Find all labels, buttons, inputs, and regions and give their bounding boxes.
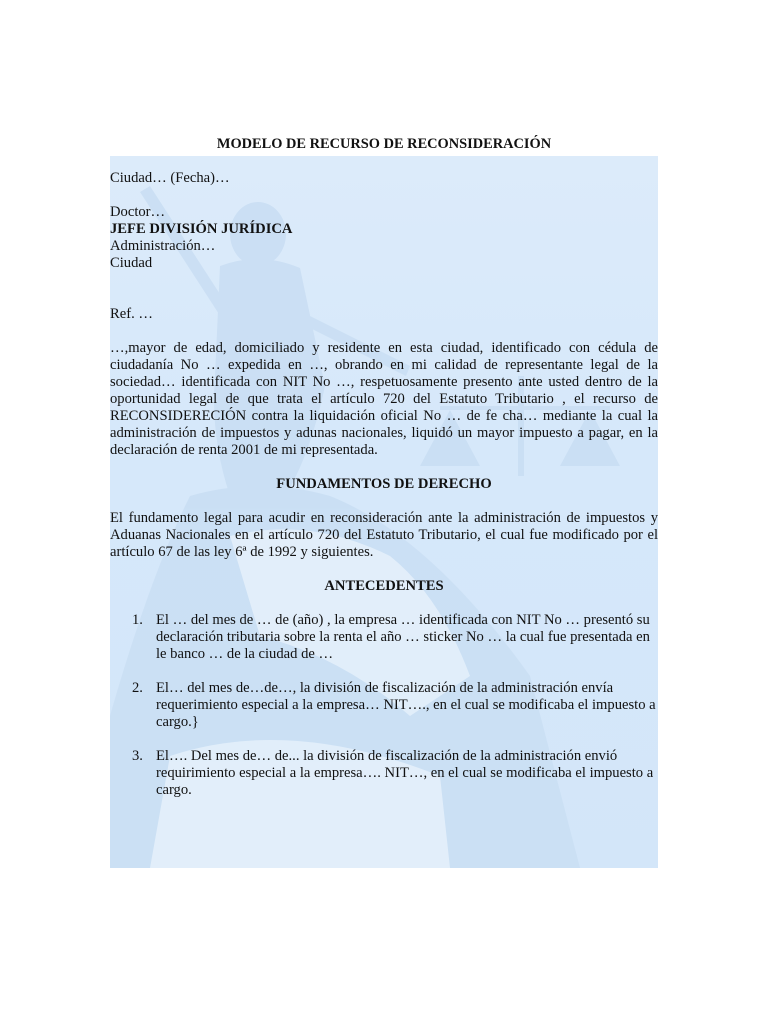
fundamentos-heading: FUNDAMENTOS DE DERECHO (276, 476, 492, 492)
list-item (110, 612, 658, 663)
list-item-text: El … del mes de … de (año) , la empresa … identificada con NIT No … presentó su declaración tributaria sobre la renta el año … sticker No … la cual fue presentada en le banco … de la ciudad de … (156, 612, 650, 662)
recipient-city: Ciudad (110, 255, 153, 271)
recipient-office: Administración… (110, 238, 216, 254)
list-item-number: 2. (132, 680, 143, 696)
list-item (110, 748, 658, 799)
intro-paragraph: …,mayor de edad, domiciliado y residente en esta ciudad, identificado con cédula de ciudadanía No … expedida en …, obrando en mi calidad de representante legal de la sociedad… identificada con NIT No …, respetuosamente presento ante usted dentro de la oportunidad legal de que trata el artículo 720 del Estatuto Tributario , el recurso de RECONSIDERECIÓN contra la liquidación oficial No … de fe cha… mediante la cual la administración de impuestos y adunas nacionales, liquidó un mayor impuesto a pagar, en la declaración de renta 2001 de mi representada. (110, 340, 658, 458)
list-item-text: El… del mes de…de…, la división de fiscalización de la administración envía requerimiento especial a la empresa… NIT…., en el cual se modificaba el impuesto a cargo.} (156, 680, 656, 730)
list-item-number: 1. (132, 612, 143, 628)
document-body (110, 136, 658, 799)
antecedentes-list (110, 612, 658, 799)
recipient-salutation: Doctor… (110, 204, 166, 220)
fundamentos-paragraph: El fundamento legal para acudir en reconsideración ante la administración de impuestos y Aduanas Nacionales en el artículo 720 del Estatuto Tributario, el cual fue modificado por el artículo 67 de las ley 6ª de 1992 y siguientes. (110, 510, 658, 560)
list-item (110, 680, 658, 731)
antecedentes-heading: ANTECEDENTES (324, 578, 444, 594)
city-date: Ciudad… (Fecha)… (110, 170, 230, 186)
list-item-number: 3. (132, 748, 143, 764)
recipient-position: JEFE DIVISIÓN JURÍDICA (110, 221, 293, 237)
list-item-text: El…. Del mes de… de... la división de fiscalización de la administración envió requirimiento especial a la empresa…. NIT…, en el cual se modificaba el impuesto a cargo. (156, 748, 654, 798)
document-title: MODELO DE RECURSO DE RECONSIDERACIÓN (216, 136, 552, 152)
reference-line: Ref. … (110, 306, 153, 322)
